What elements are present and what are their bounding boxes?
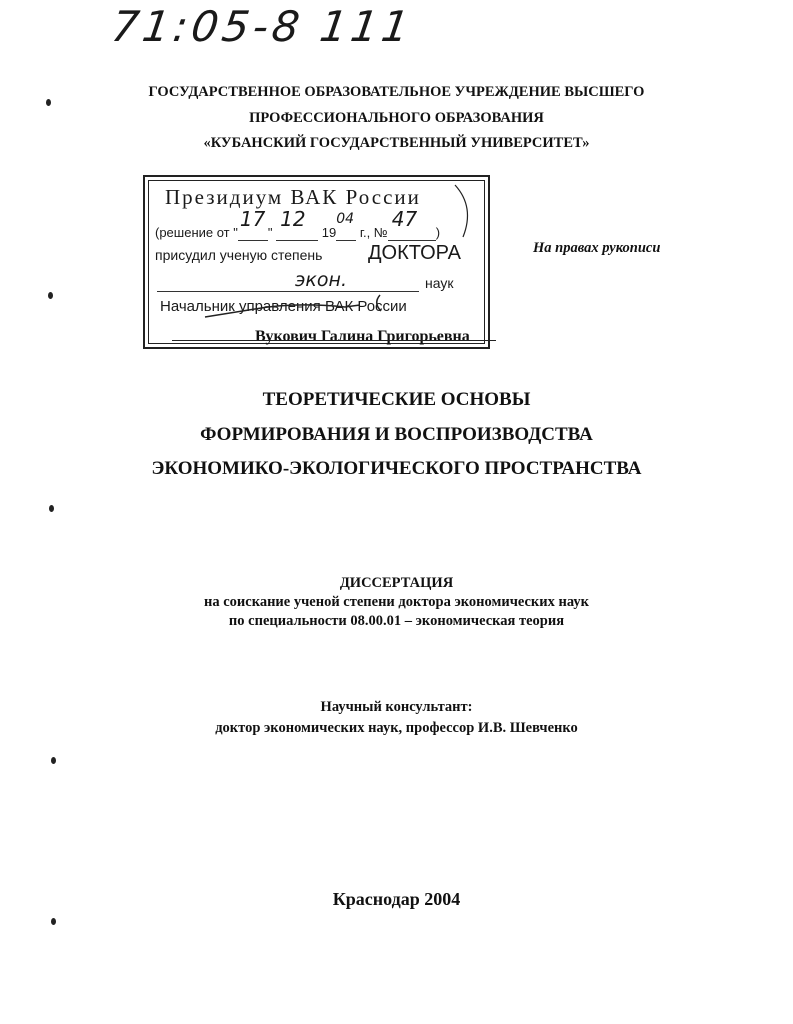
- institution-line-2: ПРОФЕССИОНАЛЬНОГО ОБРАЗОВАНИЯ: [249, 110, 544, 126]
- stamp-decision-century: 19: [321, 225, 337, 240]
- institution-line-1: ГОСУДАРСТВЕННОЕ ОБРАЗОВАТЕЛЬНОЕ УЧРЕЖДЕНИЕ ВЫСШЕГО: [148, 84, 645, 100]
- binding-hole-mark: [51, 918, 56, 925]
- title-line-1: ТЕОРЕТИЧЕСКИЕ ОСНОВЫ: [262, 389, 531, 410]
- stamp-decision-year: 04: [336, 211, 355, 227]
- city-year: Краснодар 2004: [332, 889, 461, 909]
- dissertation-line-1: на соискание ученой степени доктора экономических наук: [203, 594, 589, 610]
- author-name: Вукович Галина Григорьевна: [255, 328, 470, 345]
- binding-hole-mark: [46, 99, 51, 106]
- title-line-3: ЭКОНОМИКО-ЭКОЛОГИЧЕСКОГО ПРОСТРАНСТВА: [151, 458, 642, 479]
- title-line-2: ФОРМИРОВАНИЯ И ВОСПРОИЗВОДСТВА: [200, 424, 593, 445]
- dissertation-label: ДИССЕРТАЦИЯ: [339, 575, 454, 591]
- binding-hole-mark: [51, 757, 56, 764]
- stamp-decision-number: 47: [391, 207, 418, 231]
- vak-stamp: [143, 175, 490, 349]
- consultant-name: доктор экономических наук, профессор И.В. Шевченко: [215, 720, 578, 736]
- binding-hole-mark: [49, 505, 54, 512]
- stamp-decision-line: (решение от " 17 " 12 19 04 г., № 47 ): [155, 207, 441, 240]
- manuscript-rights-note: На правах рукописи: [533, 240, 661, 256]
- author-strike-line: [172, 340, 496, 341]
- stamp-science-suffix: наук: [425, 275, 454, 291]
- dissertation-line-2: по специальности 08.00.01 – экономическая теория: [228, 613, 565, 629]
- stamp-degree: ДОКТОРА: [368, 242, 461, 264]
- stamp-decision-day: 17: [239, 207, 266, 231]
- institution-line-3: «КУБАНСКИЙ ГОСУДАРСТВЕННЫЙ УНИВЕРСИТЕТ»: [203, 135, 590, 151]
- binding-hole-mark: [48, 292, 53, 299]
- signature-scribble: [145, 177, 492, 351]
- stamp-decision-number-prefix: г., №: [359, 225, 388, 240]
- stamp-decision-prefix: (решение от ": [155, 225, 238, 240]
- stamp-head: Начальник управления ВАК России: [160, 298, 407, 315]
- consultant-label: Научный консультант:: [320, 699, 473, 715]
- stamp-awarded: присудил ученую степень: [155, 247, 323, 263]
- stamp-decision-month: 12: [280, 207, 306, 231]
- stamp-decision-suffix: ): [435, 225, 441, 240]
- catalog-number: 71:05-8 111: [108, 2, 416, 51]
- stamp-science-field: экон.: [295, 269, 347, 291]
- stamp-title: Президиум ВАК России: [165, 185, 421, 209]
